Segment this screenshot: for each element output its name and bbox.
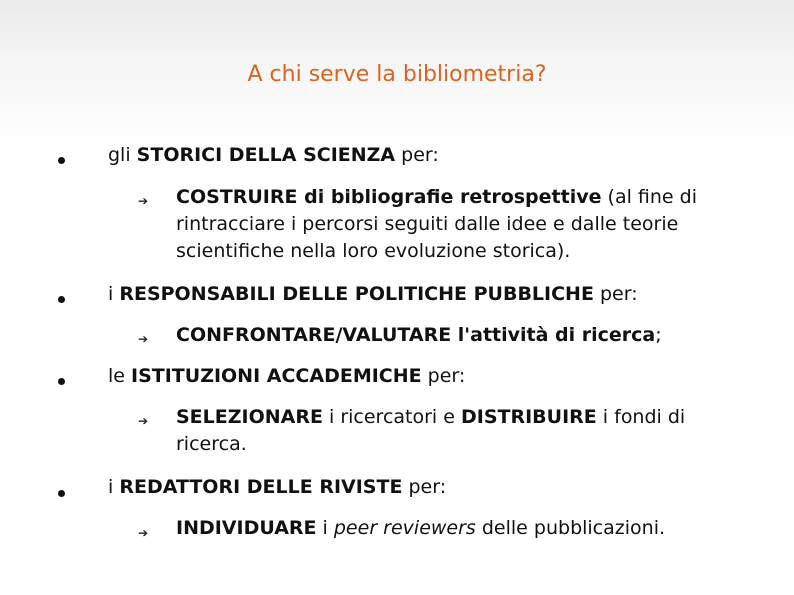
sub-item: [176, 184, 736, 265]
sub-item-text: i ricercatori e: [322, 406, 461, 428]
bullet-icon: [58, 378, 65, 385]
sub-item-action: DISTRIBUIRE: [460, 406, 597, 428]
arrow-right-icon: ➔: [138, 414, 149, 428]
sub-item-text: delle pubblicazioni.: [475, 517, 666, 539]
item-suffix: per:: [593, 283, 638, 305]
sub-item-action: COSTRUIRE di bibliografie retrospettive: [176, 186, 602, 208]
item-subject: REDATTORI DELLE RIVISTE: [119, 476, 403, 498]
bullet-icon: [58, 296, 65, 303]
bullet-icon: [58, 157, 65, 164]
arrow-right-icon: ➔: [138, 194, 149, 208]
item-prefix: gli: [108, 144, 137, 166]
list-item: [108, 142, 439, 168]
list-item: [108, 281, 638, 307]
sub-item-action: INDIVIDUARE: [176, 517, 317, 539]
sub-item: [176, 322, 736, 349]
item-prefix: i: [108, 283, 120, 305]
sub-item-italic: peer reviewers: [333, 517, 476, 539]
list-item: [108, 474, 446, 500]
arrow-right-icon: ➔: [138, 526, 149, 540]
item-prefix: i: [108, 476, 120, 498]
sub-item-action: CONFRONTARE/VALUTARE l'attività di ricerca: [176, 324, 656, 346]
item-suffix: per:: [395, 144, 439, 166]
sub-item-text: (al fine di rintracciare i percorsi seguiti dalle idee e dalle teorie scientifiche nella loro evoluzione storica).: [176, 186, 697, 262]
slide-title: A chi serve la bibliometria?: [247, 62, 547, 87]
item-suffix: per:: [402, 476, 447, 498]
bullet-icon: [58, 490, 65, 497]
item-suffix: per:: [421, 365, 466, 387]
item-subject: ISTITUZIONI ACCADEMICHE: [131, 365, 422, 387]
sub-item-text: ;: [655, 324, 662, 346]
sub-item: [176, 404, 736, 458]
sub-item-text: i fondi di ricerca.: [176, 406, 686, 455]
arrow-right-icon: ➔: [138, 332, 149, 346]
list-item: [108, 363, 465, 389]
sub-item-text: i: [316, 517, 334, 539]
item-subject: RESPONSABILI DELLE POLITICHE PUBBLICHE: [119, 283, 594, 305]
item-prefix: le: [108, 365, 132, 387]
sub-item-action: SELEZIONARE: [176, 406, 323, 428]
sub-item: [176, 515, 736, 542]
item-subject: STORICI DELLA SCIENZA: [136, 144, 396, 166]
